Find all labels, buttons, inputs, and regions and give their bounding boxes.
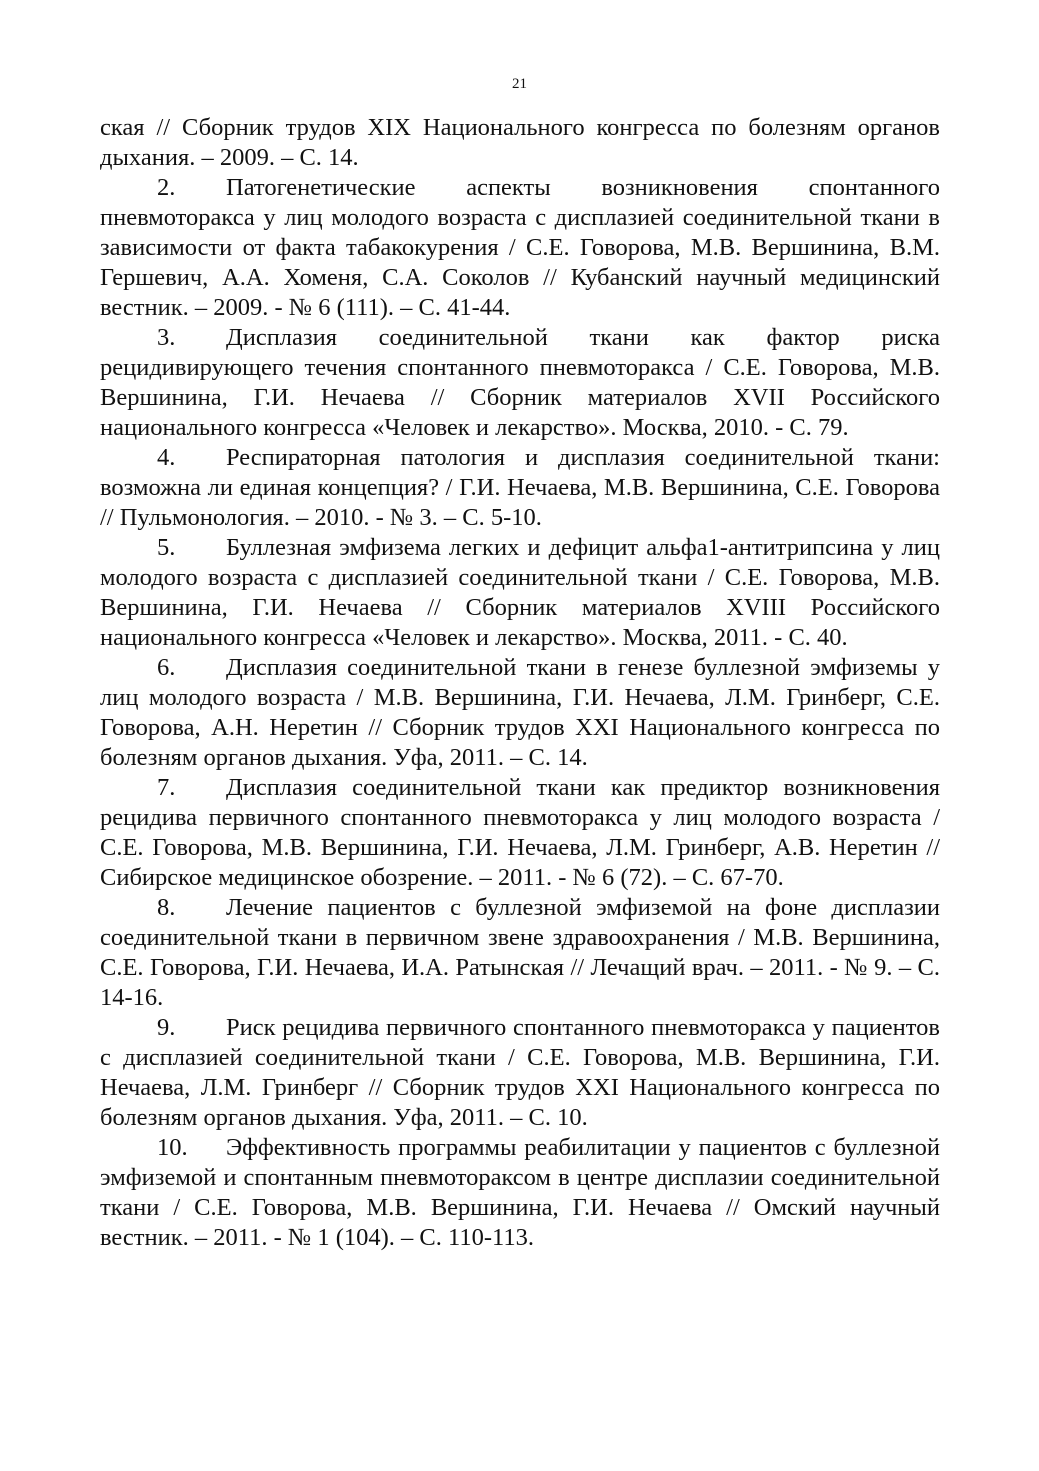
reference-item [100,533,940,653]
reference-item [100,443,940,533]
reference-text: Лечение пациентов с буллезной эмфиземой на фоне дисплазии соединительной ткани в первичном звене здравоохранения / М.В. Вершинина, С.Е. Говорова, Г.И. Нечаева, И.А. Ратынская // Лечащий врач. – 2011. - № 9. – С. 14-16. [100,894,940,1011]
reference-item [100,1013,940,1133]
reference-text: Дисплазия соединительной ткани в генезе буллезной эмфиземы у лиц молодого возраста / М.В. Вершинина, Г.И. Нечаева, Л.М. Гринберг, С.Е. Говорова, А.Н. Неретин // Сборник трудов XXI Национального конгресса по болезням органов дыхания. Уфа, 2011. – С. 14. [100,654,940,771]
reference-item [100,773,940,893]
reference-number: 9. [157,1014,176,1041]
reference-number: 4. [157,444,176,471]
reference-number: 2. [157,174,176,201]
reference-list [100,113,940,1253]
reference-number: 3. [157,324,176,351]
reference-text: Буллезная эмфизема легких и дефицит альфа1-антитрипсина у лиц молодого возраста с дисплазией соединительной ткани / С.Е. Говорова, М.В. Вершинина, Г.И. Нечаева // Сборник материалов XVIII Российского национального конгресса «Человек и лекарство». Москва, 2011. - С. 40. [100,534,940,651]
reference-number: 8. [157,894,176,921]
page-number: 21 [512,76,527,92]
reference-continuation: ская // Сборник трудов XIX Национального конгресса по болезням органов дыхания. – 2009. – С. 14. [100,114,940,171]
reference-number: 6. [157,654,176,681]
reference-text: Патогенетические аспекты возникновения спонтанного пневмоторакса у лиц молодого возраста с дисплазией соединительной ткани в зависимости от факта табакокурения / С.Е. Говорова, М.В. Вершинина, В.М. Гершевич, А.А. Хоменя, С.А. Соколов // Кубанский научный медицинский вестник. – 2009. - № 6 (111). – С. 41-44. [100,174,940,321]
reference-text: Респираторная патология и дисплазия соединительной ткани: возможна ли единая концепция? / Г.И. Нечаева, М.В. Вершинина, С.Е. Говорова // Пульмонология. – 2010. - № 3. – С. 5-10. [100,444,940,531]
reference-text: Риск рецидива первичного спонтанного пневмоторакса у пациентов с дисплазией соединительной ткани / С.Е. Говорова, М.В. Вершинина, Г.И. Нечаева, Л.М. Гринберг // Сборник трудов XXI Национального конгресса по болезням органов дыхания. Уфа, 2011. – С. 10. [100,1014,940,1131]
reference-item [100,893,940,1013]
reference-text: Дисплазия соединительной ткани как предиктор возникновения рецидива первичного спонтанного пневмоторакса у лиц молодого возраста / С.Е. Говорова, М.В. Вершинина, Г.И. Нечаева, Л.М. Гринберг, А.В. Неретин // Сибирское медицинское обозрение. – 2011. - № 6 (72). – С. 67-70. [100,774,940,891]
reference-number: 7. [157,774,176,801]
reference-item [100,1133,940,1253]
reference-number: 5. [157,534,176,561]
reference-item [100,173,940,323]
reference-text: Дисплазия соединительной ткани как фактор риска рецидивирующего течения спонтанного пневмоторакса / С.Е. Говорова, М.В. Вершинина, Г.И. Нечаева // Сборник материалов XVII Российского национального конгресса «Человек и лекарство». Москва, 2010. - С. 79. [100,324,940,441]
reference-item [100,323,940,443]
reference-item [100,653,940,773]
reference-text: Эффективность программы реабилитации у пациентов с буллезной эмфиземой и спонтанным пневмотораксом в центре дисплазии соединительной ткани / С.Е. Говорова, М.В. Вершинина, Г.И. Нечаева // Омский научный вестник. – 2011. - № 1 (104). – С. 110-113. [100,1134,940,1251]
reference-number: 10. [157,1134,188,1161]
